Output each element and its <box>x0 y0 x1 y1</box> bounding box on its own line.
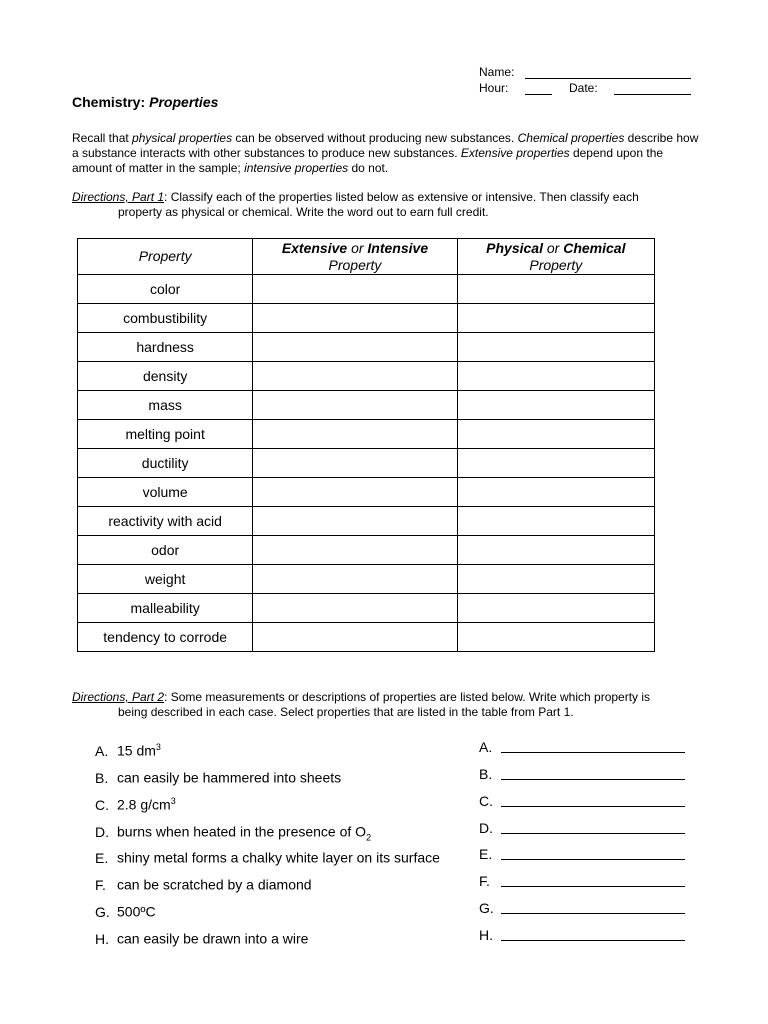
question-text: 2.8 g/cm <box>117 796 171 813</box>
subscript: 2 <box>366 832 372 843</box>
property-name-cell: tendency to corrode <box>78 623 253 652</box>
header-property-sub: Property <box>529 256 583 273</box>
question-text: 500ºC <box>117 903 156 920</box>
directions-part2-label: Directions, Part 2 <box>72 690 165 704</box>
colon: : <box>164 190 168 204</box>
question-item <box>95 819 371 846</box>
hour-field[interactable] <box>525 82 552 95</box>
question-item <box>95 738 161 765</box>
superscript: 3 <box>170 796 176 806</box>
table-row <box>78 420 655 449</box>
question-item <box>95 926 308 953</box>
question-letter: H. <box>95 930 109 947</box>
question-letter: C. <box>95 796 109 813</box>
physical-chemical-answer-cell[interactable] <box>457 333 654 362</box>
intro-term-extensive: Extensive properties <box>460 146 570 160</box>
answer-letter: F. <box>479 873 490 889</box>
answer-item <box>479 926 493 944</box>
question-text: can easily be hammered into sheets <box>117 769 342 786</box>
directions-part2-line2: being described in each case. Select properties that are listed in the table from Part 1. <box>118 705 574 719</box>
physical-chemical-answer-cell[interactable] <box>457 449 654 478</box>
question-letter: A. <box>95 742 109 759</box>
property-name-cell: volume <box>78 478 253 507</box>
property-name-cell: reactivity with acid <box>78 507 253 536</box>
answer-blank[interactable] <box>501 899 685 914</box>
question-letter: E. <box>95 849 109 866</box>
property-name-cell: combustibility <box>78 304 253 333</box>
question-letter: D. <box>95 823 109 840</box>
header-physical: Physical <box>486 239 543 256</box>
header-chemical: Chemical <box>563 239 626 256</box>
physical-chemical-answer-cell[interactable] <box>457 275 654 304</box>
header-extensive-intensive <box>253 239 457 275</box>
property-name-cell: weight <box>78 565 253 594</box>
question-item <box>95 792 176 819</box>
physical-chemical-answer-cell[interactable] <box>457 362 654 391</box>
colon: : <box>164 690 168 704</box>
intro-term-physical: physical properties <box>132 131 233 145</box>
extensive-intensive-answer-cell[interactable] <box>253 565 457 594</box>
extensive-intensive-answer-cell[interactable] <box>253 623 457 652</box>
question-text: burns when heated in the presence of O <box>117 823 367 840</box>
table-row <box>78 507 655 536</box>
table-row <box>78 594 655 623</box>
date-field[interactable] <box>614 82 691 95</box>
answer-item <box>479 872 490 890</box>
answer-item <box>479 845 492 863</box>
physical-chemical-answer-cell[interactable] <box>457 507 654 536</box>
extensive-intensive-answer-cell[interactable] <box>253 536 457 565</box>
property-name-cell: density <box>78 362 253 391</box>
table-row <box>78 449 655 478</box>
property-name-cell: hardness <box>78 333 253 362</box>
header-labels <box>479 64 519 96</box>
answer-blank[interactable] <box>501 738 685 753</box>
question-item <box>95 872 312 899</box>
header-extensive: Extensive <box>281 239 348 256</box>
name-field[interactable] <box>525 66 691 79</box>
answer-blank[interactable] <box>501 765 685 780</box>
extensive-intensive-answer-cell[interactable] <box>253 449 457 478</box>
answer-blank[interactable] <box>501 792 685 807</box>
table-row <box>78 536 655 565</box>
answer-letter: E. <box>479 846 493 862</box>
extensive-intensive-answer-cell[interactable] <box>253 362 457 391</box>
header-or: or <box>347 239 368 256</box>
answer-letter: C. <box>479 793 493 809</box>
extensive-intensive-answer-cell[interactable] <box>253 275 457 304</box>
intro-text: can be observed without producing new substances. <box>232 131 518 145</box>
header-property-sub: Property <box>328 256 382 273</box>
extensive-intensive-answer-cell[interactable] <box>253 333 457 362</box>
question-item <box>95 899 156 926</box>
answer-letter: D. <box>479 820 493 836</box>
physical-chemical-answer-cell[interactable] <box>457 420 654 449</box>
table-row <box>78 333 655 362</box>
extensive-intensive-answer-cell[interactable] <box>253 391 457 420</box>
directions-part1 <box>72 190 702 220</box>
table-row <box>78 304 655 333</box>
header-intensive: Intensive <box>367 239 429 256</box>
physical-chemical-answer-cell[interactable] <box>457 478 654 507</box>
answer-item <box>479 765 492 783</box>
answer-letter: A. <box>479 739 493 755</box>
answer-blank[interactable] <box>501 926 685 941</box>
property-name-cell: mass <box>78 391 253 420</box>
header-property: Property <box>78 239 253 275</box>
title-subject: Chemistry: <box>72 94 146 110</box>
title-topic: Properties <box>149 94 219 110</box>
table-row <box>78 623 655 652</box>
directions-part1-line1: Classify each of the properties listed below as extensive or intensive. Then classify each <box>167 190 639 204</box>
intro-term-chemical: Chemical properties <box>517 131 625 145</box>
extensive-intensive-answer-cell[interactable] <box>253 304 457 333</box>
table-header-row <box>78 239 655 275</box>
answer-blank[interactable] <box>501 845 685 860</box>
name-label: Name: <box>479 65 515 79</box>
physical-chemical-answer-cell[interactable] <box>457 304 654 333</box>
physical-chemical-answer-cell[interactable] <box>457 623 654 652</box>
directions-part2 <box>72 690 702 720</box>
date-label: Date: <box>569 81 598 95</box>
directions-part1-label: Directions, Part 1 <box>72 190 165 204</box>
question-item <box>95 765 341 792</box>
property-name-cell: color <box>78 275 253 304</box>
physical-chemical-answer-cell[interactable] <box>457 594 654 623</box>
table-row <box>78 478 655 507</box>
answer-letter: B. <box>479 766 493 782</box>
intro-term-intensive: intensive properties <box>244 161 349 175</box>
extensive-intensive-answer-cell[interactable] <box>253 478 457 507</box>
physical-chemical-answer-cell[interactable] <box>457 536 654 565</box>
intro-paragraph <box>72 131 702 176</box>
property-name-cell: melting point <box>78 420 253 449</box>
hour-label: Hour: <box>479 81 509 95</box>
answer-item <box>479 738 492 756</box>
directions-part1-line2: property as physical or chemical. Write the word out to earn full credit. <box>118 205 489 219</box>
property-name-cell: malleability <box>78 594 253 623</box>
header-physical-chemical <box>457 239 654 275</box>
answer-blank[interactable] <box>501 872 685 887</box>
question-text: 15 dm <box>117 742 156 759</box>
question-item <box>95 845 440 872</box>
extensive-intensive-answer-cell[interactable] <box>253 594 457 623</box>
page-title <box>72 94 218 110</box>
table-row <box>78 565 655 594</box>
header-or: or <box>542 239 564 256</box>
directions-part2-line1: Some measurements or descriptions of properties are listed below. Write which property is <box>167 690 651 704</box>
physical-chemical-answer-cell[interactable] <box>457 391 654 420</box>
properties-table <box>77 238 655 652</box>
question-letter: G. <box>95 903 110 920</box>
property-name-cell: odor <box>78 536 253 565</box>
answer-blank[interactable] <box>501 819 685 834</box>
answer-item <box>479 819 493 837</box>
extensive-intensive-answer-cell[interactable] <box>253 507 457 536</box>
question-text: can be scratched by a diamond <box>117 876 312 893</box>
superscript: 3 <box>155 742 161 752</box>
physical-chemical-answer-cell[interactable] <box>457 565 654 594</box>
question-letter: B. <box>95 769 109 786</box>
table-row <box>78 362 655 391</box>
table-row <box>78 391 655 420</box>
extensive-intensive-answer-cell[interactable] <box>253 420 457 449</box>
answer-item <box>479 792 493 810</box>
answer-item <box>479 899 494 917</box>
table-row <box>78 275 655 304</box>
intro-text: describe how a substance interacts with other substances to produce new substances. <box>72 131 699 160</box>
intro-text: do not. <box>348 161 389 175</box>
question-text: can easily be drawn into a wire <box>117 930 309 947</box>
question-text: shiny metal forms a chalky white layer on its surface <box>117 849 440 866</box>
property-name-cell: ductility <box>78 449 253 478</box>
answer-letter: G. <box>479 900 494 916</box>
intro-text: Recall that <box>72 131 133 145</box>
intro-text: depend upon the amount of matter in the sample; <box>72 146 664 175</box>
question-letter: F. <box>95 876 106 893</box>
answer-letter: H. <box>479 927 493 943</box>
